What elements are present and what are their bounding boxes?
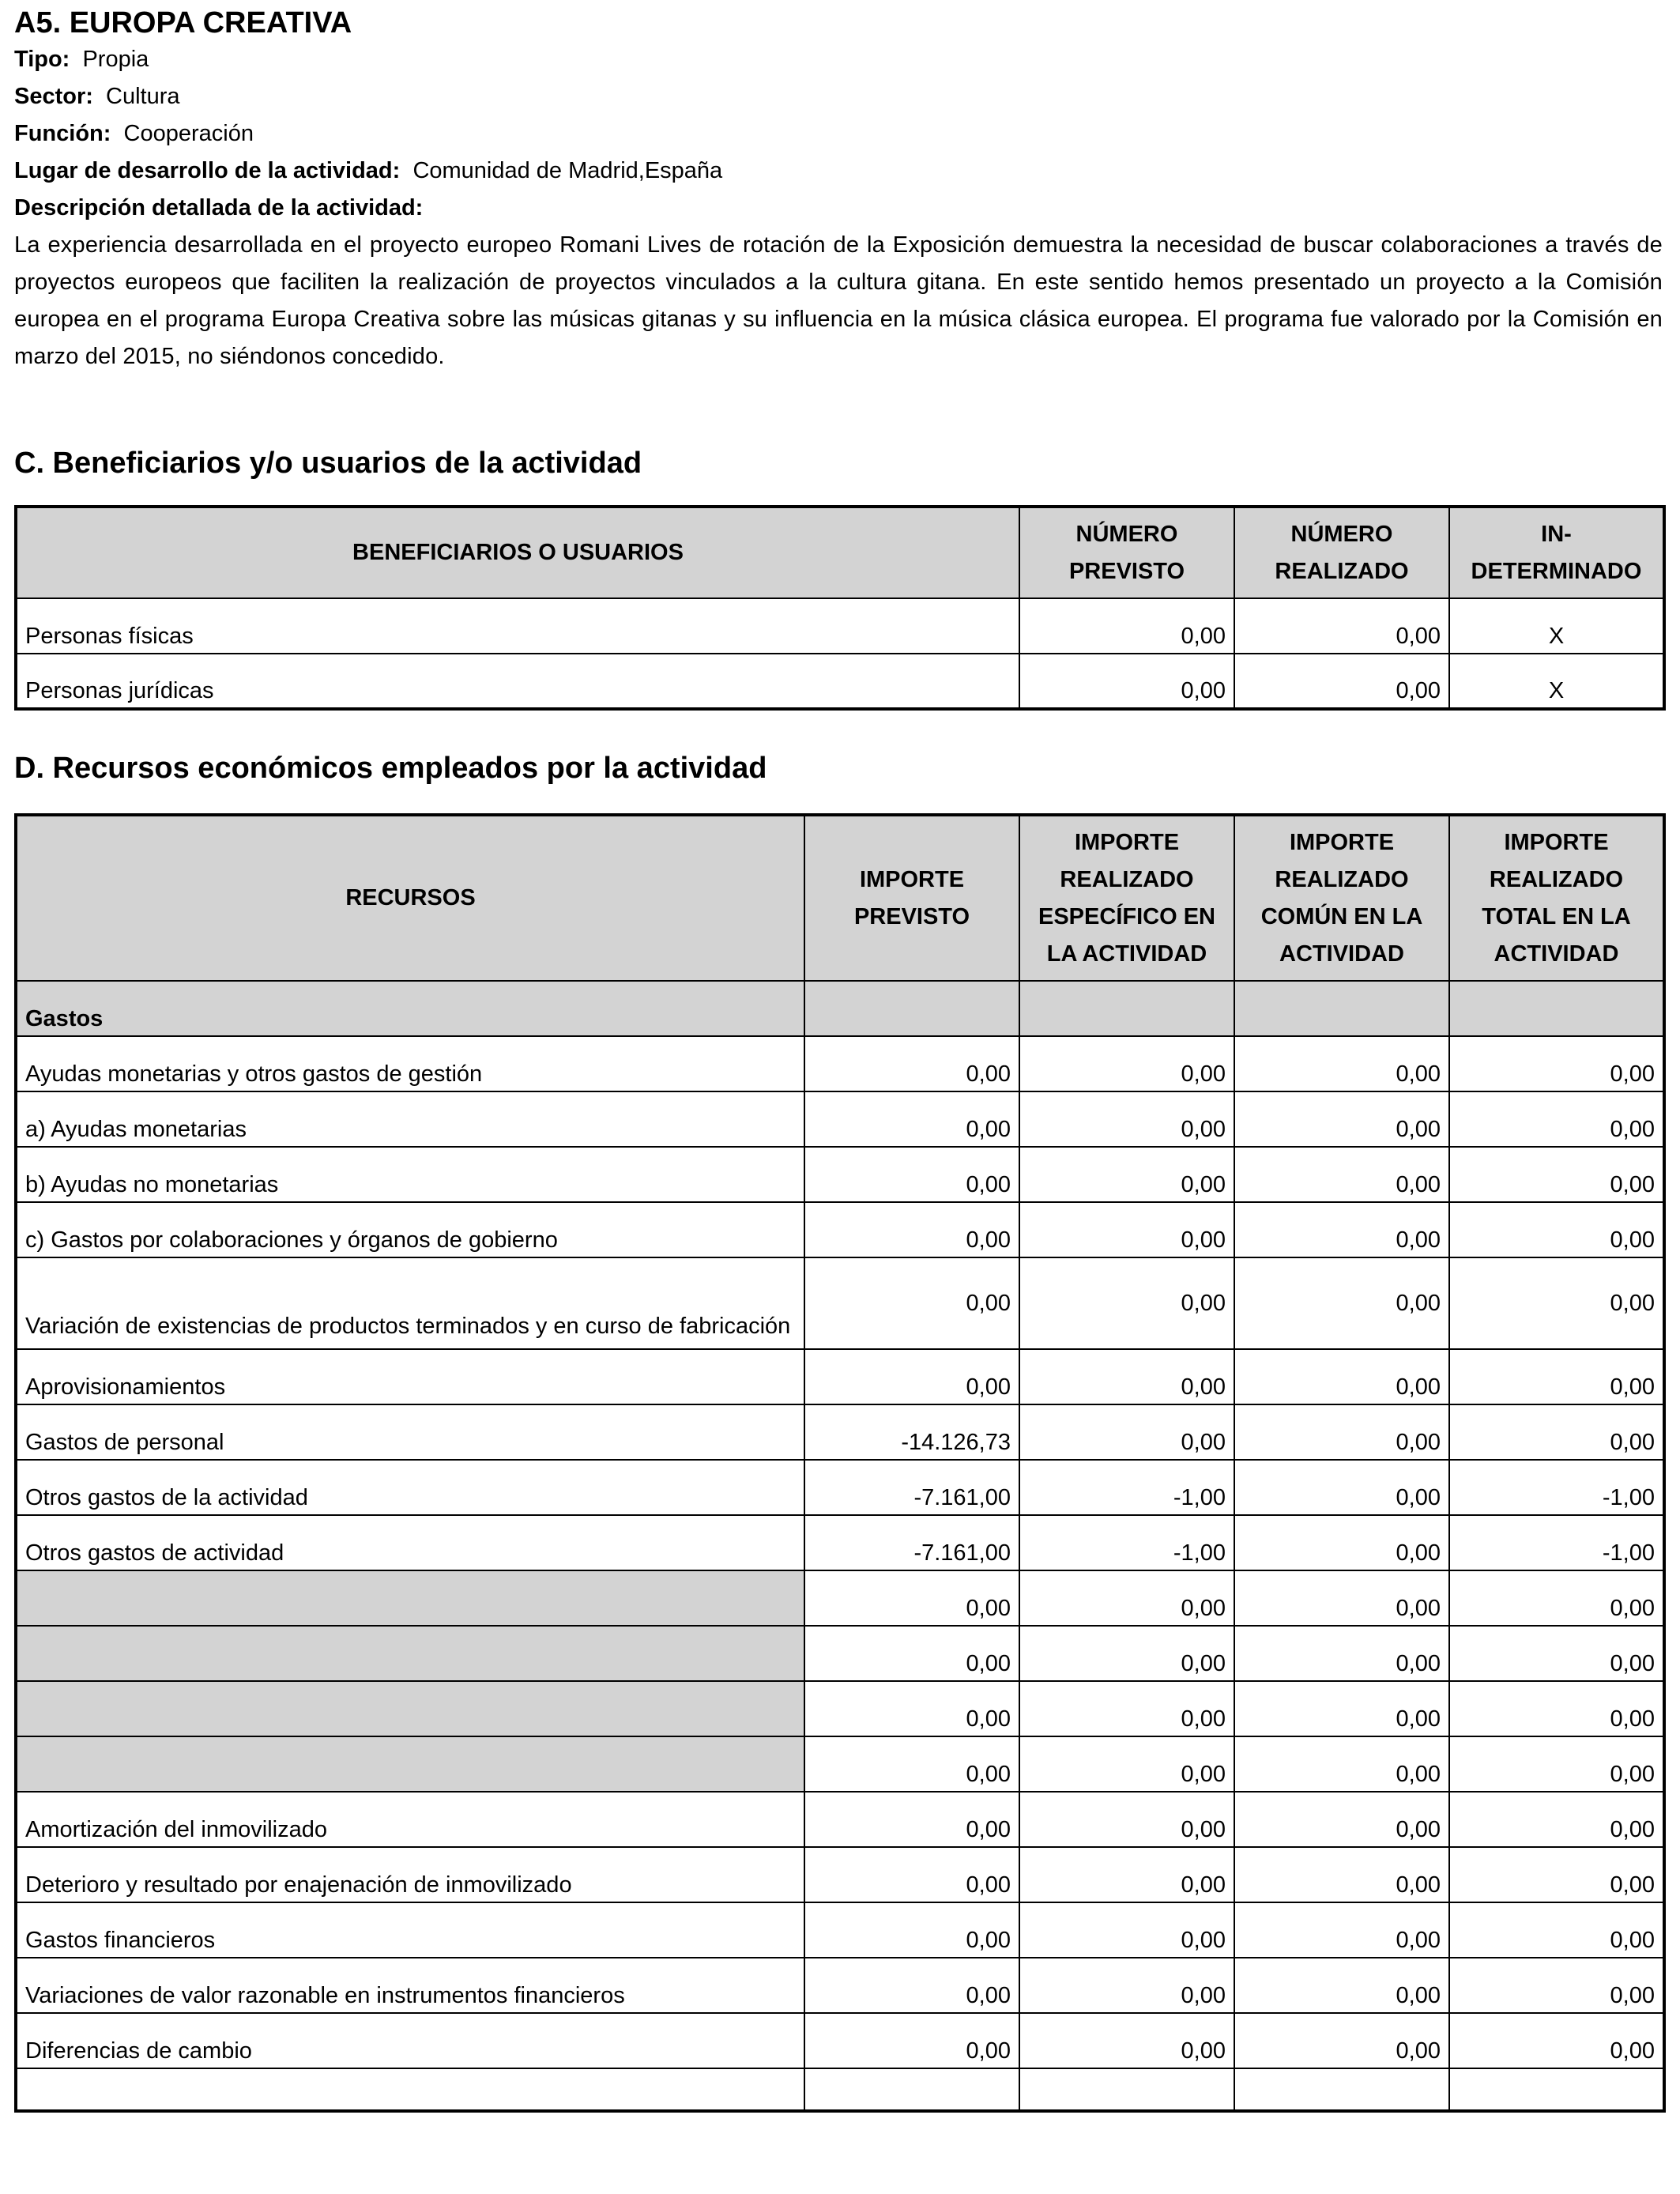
cell-previsto: 0,00 <box>804 1847 1019 1902</box>
field-value: Cooperación <box>123 121 254 146</box>
table-row <box>16 1460 1664 1515</box>
cell-comun: 0,00 <box>1234 1036 1449 1091</box>
empty-cell <box>1449 2068 1664 2111</box>
field-label: Lugar de desarrollo de la actividad: <box>14 158 401 183</box>
row-label: Personas físicas <box>16 598 1019 654</box>
cell-comun: 0,00 <box>1234 1404 1449 1460</box>
field-lugar <box>14 153 1663 190</box>
beneficiaries-heading: C. Beneficiarios y/o usuarios de la actividad <box>14 447 642 480</box>
description-text: La experiencia desarrollada en el proyecto europeo Romani Lives de rotación de la Exposición demuestra la necesidad de buscar colaboraciones a través de proyectos europeos que faciliten la realización de proyectos vinculados a la cultura gitana. En este sentido hemos presentado un proyecto a la Comisión europea en el programa Europa Creativa sobre las músicas gitanas y su influencia en la música clásica europea. El programa fue valorado por la Comisión en marzo del 2015, no siéndonos concedido. <box>14 232 1663 369</box>
cell-previsto: 0,00 <box>804 1681 1019 1736</box>
table-row <box>16 1515 1664 1570</box>
empty-cell <box>1019 2068 1234 2111</box>
row-label: Diferencias de cambio <box>16 2013 804 2068</box>
section-row <box>16 981 1664 1036</box>
field-value: Cultura <box>106 84 180 109</box>
row-label: Ayudas monetarias y otros gastos de gestión <box>16 1036 804 1091</box>
cell-indeterminado: X <box>1449 654 1664 709</box>
table-row <box>16 1792 1664 1847</box>
table-row <box>16 2013 1664 2068</box>
empty-cell <box>804 981 1019 1036</box>
field-label: Tipo: <box>14 47 70 72</box>
table-header-row <box>16 815 1664 981</box>
cell-especifico: 0,00 <box>1019 1792 1234 1847</box>
cell-previsto: 0,00 <box>804 1626 1019 1681</box>
cell-total: 0,00 <box>1449 1792 1664 1847</box>
table-row <box>16 1902 1664 1958</box>
cell-total: -1,00 <box>1449 1515 1664 1570</box>
description-label: Descripción detallada de la actividad: <box>14 195 424 221</box>
cell-especifico: -1,00 <box>1019 1515 1234 1570</box>
cell-especifico: 0,00 <box>1019 2013 1234 2068</box>
column-header: IN-DETERMINADO <box>1449 507 1664 598</box>
row-label <box>16 1570 804 1626</box>
cell-comun: 0,00 <box>1234 1349 1449 1404</box>
table-row <box>16 1570 1664 1626</box>
cell-total: 0,00 <box>1449 1202 1664 1257</box>
cell-previsto: 0,00 <box>804 1202 1019 1257</box>
cell-total: -1,00 <box>1449 1460 1664 1515</box>
cell-comun: 0,00 <box>1234 1681 1449 1736</box>
cell-comun: 0,00 <box>1234 2013 1449 2068</box>
cell-especifico: 0,00 <box>1019 1570 1234 1626</box>
column-header: RECURSOS <box>16 815 804 981</box>
row-label: Personas jurídicas <box>16 654 1019 709</box>
cell-total: 0,00 <box>1449 1349 1664 1404</box>
cell-especifico: 0,00 <box>1019 1257 1234 1349</box>
resources-table <box>14 813 1666 2113</box>
table-row <box>16 1736 1664 1792</box>
cell-realizado: 0,00 <box>1234 598 1449 654</box>
blank-row <box>16 2068 1664 2111</box>
field-sector <box>14 78 1663 115</box>
cell-especifico: 0,00 <box>1019 1681 1234 1736</box>
cell-especifico: 0,00 <box>1019 1847 1234 1902</box>
cell-previsto: 0,00 <box>1019 654 1234 709</box>
cell-total: 0,00 <box>1449 2013 1664 2068</box>
cell-previsto: 0,00 <box>804 1736 1019 1792</box>
cell-total: 0,00 <box>1449 1036 1664 1091</box>
resources-body <box>16 1036 1664 2068</box>
cell-especifico: -1,00 <box>1019 1460 1234 1515</box>
cell-comun: 0,00 <box>1234 1626 1449 1681</box>
cell-total: 0,00 <box>1449 1257 1664 1349</box>
cell-comun: 0,00 <box>1234 1460 1449 1515</box>
empty-cell <box>1019 981 1234 1036</box>
cell-especifico: 0,00 <box>1019 1091 1234 1147</box>
cell-comun: 0,00 <box>1234 1147 1449 1202</box>
cell-previsto: -7.161,00 <box>804 1515 1019 1570</box>
table-row <box>16 1681 1664 1736</box>
cell-previsto: 0,00 <box>804 1349 1019 1404</box>
cell-total: 0,00 <box>1449 1902 1664 1958</box>
cell-especifico: 0,00 <box>1019 1958 1234 2013</box>
table-row <box>16 1202 1664 1257</box>
document-page <box>14 0 1663 2113</box>
cell-comun: 0,00 <box>1234 1902 1449 1958</box>
row-label <box>16 1626 804 1681</box>
row-label <box>16 1681 804 1736</box>
table-row <box>16 1091 1664 1147</box>
field-label: Función: <box>14 121 111 146</box>
cell-previsto: 0,00 <box>804 1902 1019 1958</box>
cell-comun: 0,00 <box>1234 1515 1449 1570</box>
empty-cell <box>1234 2068 1449 2111</box>
row-label: Aprovisionamientos <box>16 1349 804 1404</box>
field-value: Propia <box>82 47 149 72</box>
row-label: Variaciones de valor razonable en instrumentos financieros <box>16 1958 804 2013</box>
cell-previsto: 0,00 <box>804 1792 1019 1847</box>
cell-comun: 0,00 <box>1234 1202 1449 1257</box>
empty-cell <box>804 2068 1019 2111</box>
cell-comun: 0,00 <box>1234 1792 1449 1847</box>
column-header: IMPORTE REALIZADO ESPECÍFICO EN LA ACTIVIDAD <box>1019 815 1234 981</box>
cell-previsto: 0,00 <box>804 1958 1019 2013</box>
row-label: a) Ayudas monetarias <box>16 1091 804 1147</box>
table-header-row <box>16 507 1664 598</box>
table-row <box>16 1147 1664 1202</box>
cell-previsto: -14.126,73 <box>804 1404 1019 1460</box>
table-row <box>16 1036 1664 1091</box>
table-row <box>16 654 1664 709</box>
field-label: Sector: <box>14 84 93 109</box>
cell-especifico: 0,00 <box>1019 1404 1234 1460</box>
cell-especifico: 0,00 <box>1019 1036 1234 1091</box>
row-label: Otros gastos de la actividad <box>16 1460 804 1515</box>
cell-total: 0,00 <box>1449 1570 1664 1626</box>
cell-indeterminado: X <box>1449 598 1664 654</box>
cell-previsto: -7.161,00 <box>804 1460 1019 1515</box>
cell-comun: 0,00 <box>1234 1091 1449 1147</box>
cell-previsto: 0,00 <box>804 1257 1019 1349</box>
cell-realizado: 0,00 <box>1234 654 1449 709</box>
row-label: Variación de existencias de productos terminados y en curso de fabricación <box>16 1257 804 1349</box>
cell-total: 0,00 <box>1449 1736 1664 1792</box>
table-row <box>16 1626 1664 1681</box>
cell-total: 0,00 <box>1449 1147 1664 1202</box>
row-label: Gastos financieros <box>16 1902 804 1958</box>
row-label <box>16 1736 804 1792</box>
cell-previsto: 0,00 <box>804 1570 1019 1626</box>
cell-previsto: 0,00 <box>804 2013 1019 2068</box>
cell-total: 0,00 <box>1449 1847 1664 1902</box>
table-row <box>16 1404 1664 1460</box>
cell-total: 0,00 <box>1449 1681 1664 1736</box>
column-header: IMPORTE REALIZADO COMÚN EN LA ACTIVIDAD <box>1234 815 1449 981</box>
cell-comun: 0,00 <box>1234 1958 1449 2013</box>
cell-total: 0,00 <box>1449 1404 1664 1460</box>
field-value: Comunidad de Madrid,España <box>412 158 723 183</box>
cell-especifico: 0,00 <box>1019 1902 1234 1958</box>
cell-previsto: 0,00 <box>804 1091 1019 1147</box>
section-label: Gastos <box>16 981 804 1036</box>
empty-cell <box>1449 981 1664 1036</box>
column-header: NÚMERO PREVISTO <box>1019 507 1234 598</box>
row-label: b) Ayudas no monetarias <box>16 1147 804 1202</box>
cell-total: 0,00 <box>1449 1091 1664 1147</box>
beneficiaries-table <box>14 505 1666 711</box>
row-label: Deterioro y resultado por enajenación de inmovilizado <box>16 1847 804 1902</box>
row-label: Amortización del inmovilizado <box>16 1792 804 1847</box>
column-header: BENEFICIARIOS O USUARIOS <box>16 507 1019 598</box>
empty-cell <box>1234 981 1449 1036</box>
cell-total: 0,00 <box>1449 1626 1664 1681</box>
column-header: IMPORTE REALIZADO TOTAL EN LA ACTIVIDAD <box>1449 815 1664 981</box>
cell-especifico: 0,00 <box>1019 1349 1234 1404</box>
cell-comun: 0,00 <box>1234 1736 1449 1792</box>
cell-comun: 0,00 <box>1234 1257 1449 1349</box>
cell-total: 0,00 <box>1449 1958 1664 2013</box>
cell-previsto: 0,00 <box>1019 598 1234 654</box>
table-row <box>16 1847 1664 1902</box>
table-row <box>16 1958 1664 2013</box>
cell-especifico: 0,00 <box>1019 1626 1234 1681</box>
cell-especifico: 0,00 <box>1019 1147 1234 1202</box>
row-label: Otros gastos de actividad <box>16 1515 804 1570</box>
activity-title: A5. EUROPA CREATIVA <box>14 6 352 40</box>
column-header: NÚMERO REALIZADO <box>1234 507 1449 598</box>
field-tipo <box>14 41 1663 78</box>
row-label: Gastos de personal <box>16 1404 804 1460</box>
row-label: c) Gastos por colaboraciones y órganos de gobierno <box>16 1202 804 1257</box>
cell-previsto: 0,00 <box>804 1147 1019 1202</box>
cell-comun: 0,00 <box>1234 1847 1449 1902</box>
table-row <box>16 1257 1664 1349</box>
column-header: IMPORTE PREVISTO <box>804 815 1019 981</box>
resources-heading: D. Recursos económicos empleados por la actividad <box>14 752 767 785</box>
table-row <box>16 598 1664 654</box>
field-funcion <box>14 115 1663 153</box>
cell-previsto: 0,00 <box>804 1036 1019 1091</box>
cell-especifico: 0,00 <box>1019 1736 1234 1792</box>
cell-comun: 0,00 <box>1234 1570 1449 1626</box>
table-row <box>16 1349 1664 1404</box>
empty-cell <box>16 2068 804 2111</box>
cell-especifico: 0,00 <box>1019 1202 1234 1257</box>
